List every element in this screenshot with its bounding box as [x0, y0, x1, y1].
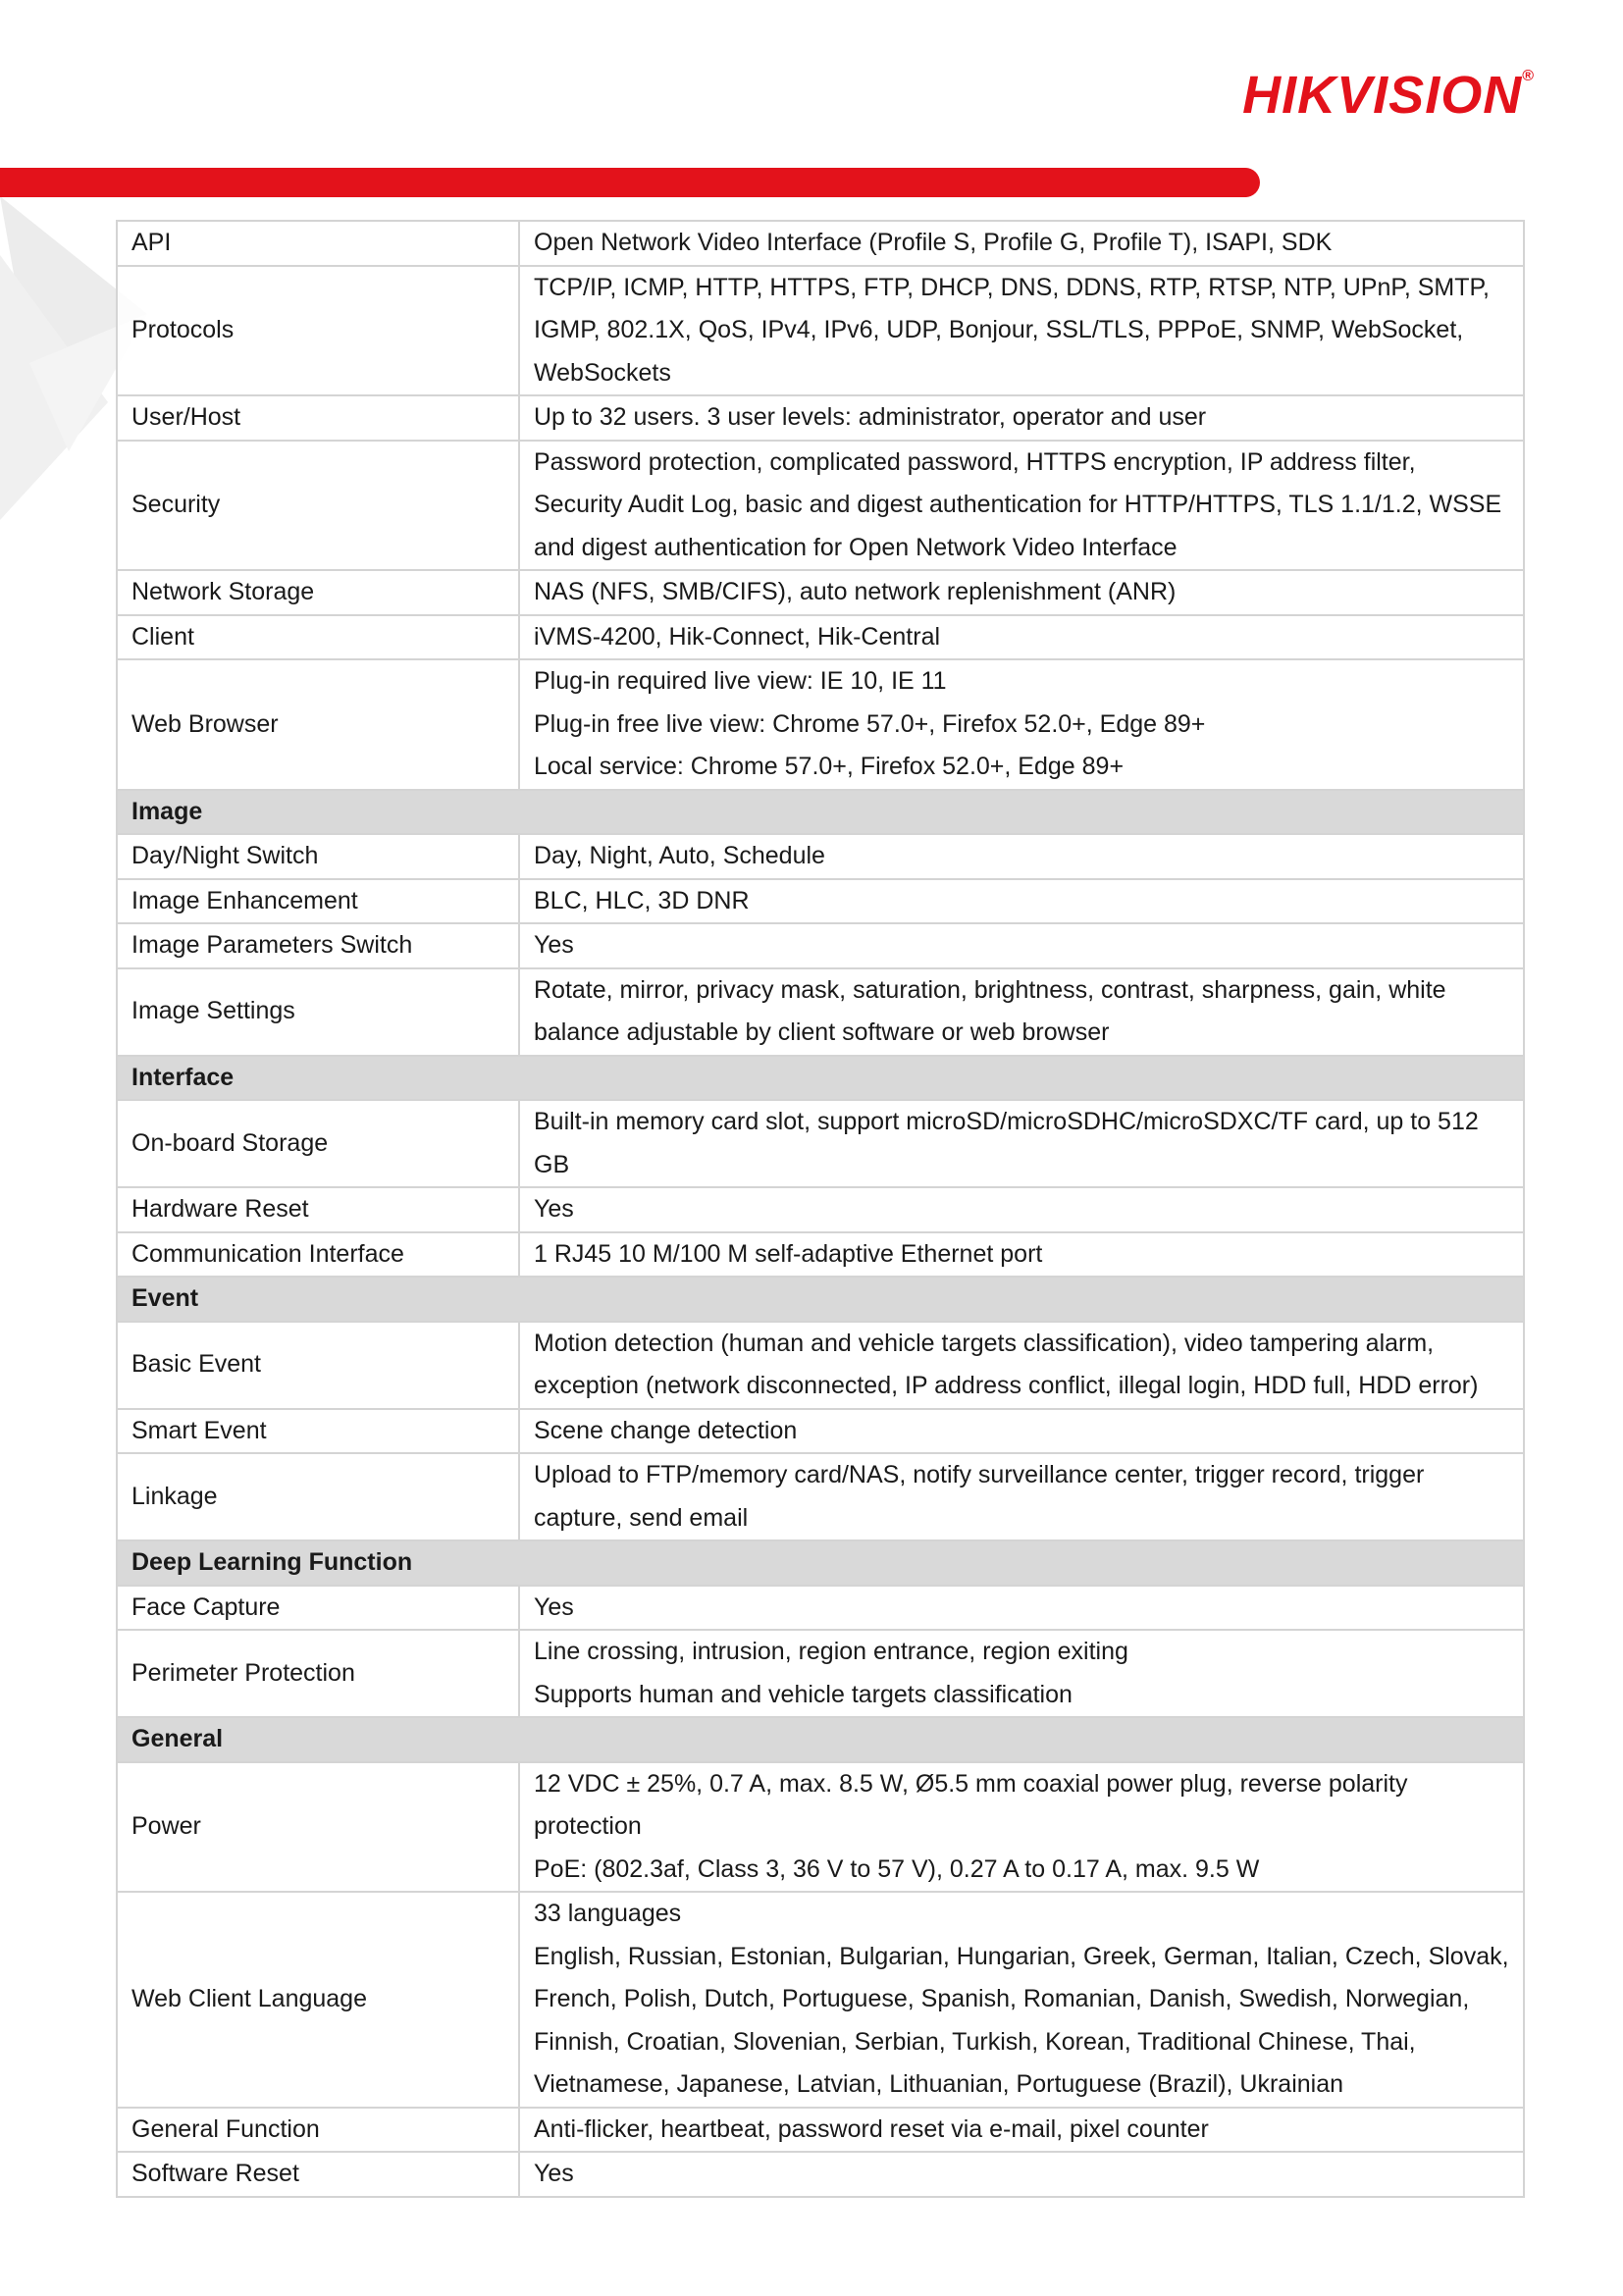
- spec-label: Communication Interface: [117, 1232, 519, 1278]
- spec-value-line: Plug-in free live view: Chrome 57.0+, Firefox 52.0+, Edge 89+: [534, 709, 1206, 738]
- spec-row: [117, 266, 1524, 396]
- spec-value: [519, 968, 1524, 1056]
- spec-value-line: exception (network disconnected, IP address conflict, illegal login, HDD full, HDD error): [534, 1372, 1479, 1399]
- spec-label: Face Capture: [117, 1586, 519, 1631]
- spec-value: [519, 395, 1524, 441]
- spec-value: [519, 1630, 1524, 1717]
- section-header-row: [117, 1540, 1524, 1586]
- spec-row: [117, 570, 1524, 615]
- spec-value-line: TCP/IP, ICMP, HTTP, HTTPS, FTP, DHCP, DNS, DDNS, RTP, RTSP, NTP, UPnP, SMTP,: [534, 273, 1490, 301]
- spec-label: API: [117, 221, 519, 266]
- spec-row: [117, 441, 1524, 571]
- header-red-bar: [0, 168, 1260, 197]
- spec-value: [519, 659, 1524, 790]
- spec-value-line: Built-in memory card slot, support microSD/microSDHC/microSDXC/TF card, up to 512: [534, 1108, 1479, 1135]
- spec-label: Image Parameters Switch: [117, 923, 519, 968]
- spec-value-line: capture, send email: [534, 1503, 749, 1532]
- spec-value-line: 33 languages: [534, 1900, 682, 1927]
- spec-value: [519, 2108, 1524, 2153]
- spec-value: [519, 1409, 1524, 1454]
- spec-row: [117, 1892, 1524, 2108]
- spec-value-line: IGMP, 802.1X, QoS, IPv4, IPv6, UDP, Bonjour, SSL/TLS, PPPoE, SNMP, WebSocket,: [534, 316, 1464, 343]
- spec-value-line: PoE: (802.3af, Class 3, 36 V to 57 V), 0.27 A to 0.17 A, max. 9.5 W: [534, 1854, 1260, 1883]
- spec-value: [519, 1762, 1524, 1893]
- spec-value-line: iVMS-4200, Hik-Connect, Hik-Central: [534, 622, 941, 651]
- spec-row: [117, 395, 1524, 441]
- spec-row: [117, 1630, 1524, 1717]
- spec-row: [117, 834, 1524, 879]
- section-title: Image: [117, 790, 1524, 835]
- spec-value: [519, 615, 1524, 660]
- spec-row: [117, 1232, 1524, 1278]
- section-title: Interface: [117, 1056, 1524, 1101]
- spec-value-line: Yes: [534, 1592, 574, 1621]
- spec-label: Software Reset: [117, 2152, 519, 2197]
- spec-value: [519, 266, 1524, 396]
- spec-label: Network Storage: [117, 570, 519, 615]
- spec-value: [519, 221, 1524, 266]
- spec-label: On-board Storage: [117, 1100, 519, 1187]
- spec-label: Image Settings: [117, 968, 519, 1056]
- spec-value-line: Up to 32 users. 3 user levels: administrator, operator and user: [534, 403, 1207, 431]
- spec-value: [519, 1100, 1524, 1187]
- spec-value: [519, 2152, 1524, 2197]
- spec-label: Day/Night Switch: [117, 834, 519, 879]
- spec-label: Hardware Reset: [117, 1187, 519, 1232]
- spec-row: [117, 2108, 1524, 2153]
- spec-label: Linkage: [117, 1453, 519, 1540]
- spec-value-line: Rotate, mirror, privacy mask, saturation, brightness, contrast, sharpness, gain, white: [534, 975, 1446, 1004]
- spec-value-line: Yes: [534, 1195, 574, 1223]
- spec-row: [117, 1762, 1524, 1893]
- logo-text: HIKVISION: [1242, 66, 1523, 125]
- spec-value-line: BLC, HLC, 3D DNR: [534, 886, 750, 914]
- spec-label: Image Enhancement: [117, 879, 519, 924]
- spec-value: [519, 1232, 1524, 1278]
- spec-label: Protocols: [117, 266, 519, 396]
- spec-label: User/Host: [117, 395, 519, 441]
- spec-value-line: Vietnamese, Japanese, Latvian, Lithuanian, Portuguese (Brazil), Ukrainian: [534, 2070, 1344, 2098]
- spec-value-line: Scene change detection: [534, 1416, 798, 1444]
- spec-value: [519, 923, 1524, 968]
- spec-value: [519, 1187, 1524, 1232]
- spec-value-line: Anti-flicker, heartbeat, password reset via e-mail, pixel counter: [534, 2114, 1209, 2143]
- spec-value-line: Supports human and vehicle targets classification: [534, 1680, 1073, 1708]
- spec-value: [519, 441, 1524, 571]
- registered-mark-icon: ®: [1522, 68, 1535, 84]
- spec-value-line: Plug-in required live view: IE 10, IE 11: [534, 667, 947, 695]
- spec-value-line: GB: [534, 1150, 570, 1178]
- spec-row: [117, 659, 1524, 790]
- spec-value: [519, 1453, 1524, 1540]
- spec-value-line: protection: [534, 1812, 642, 1840]
- section-title: Event: [117, 1277, 1524, 1322]
- spec-row: [117, 2152, 1524, 2197]
- section-title: General: [117, 1717, 1524, 1762]
- spec-value: [519, 1586, 1524, 1631]
- spec-label: Perimeter Protection: [117, 1630, 519, 1717]
- spec-label: General Function: [117, 2108, 519, 2153]
- spec-value-line: Line crossing, intrusion, region entrance, region exiting: [534, 1638, 1128, 1665]
- spec-row: [117, 221, 1524, 266]
- spec-value: [519, 834, 1524, 879]
- spec-value-line: French, Polish, Dutch, Portuguese, Spanish, Romanian, Danish, Swedish, Norwegian,: [534, 1985, 1470, 2012]
- spec-label: Power: [117, 1762, 519, 1893]
- spec-label: Web Client Language: [117, 1892, 519, 2108]
- spec-value-line: and digest authentication for Open Network Video Interface: [534, 533, 1178, 561]
- spec-value-line: Upload to FTP/memory card/NAS, notify surveillance center, trigger record, trigger: [534, 1461, 1425, 1488]
- spec-label: Security: [117, 441, 519, 571]
- spec-label: Basic Event: [117, 1322, 519, 1409]
- spec-value-line: Yes: [534, 2160, 574, 2187]
- spec-row: [117, 1100, 1524, 1187]
- section-header-row: [117, 1056, 1524, 1101]
- spec-value: [519, 1322, 1524, 1409]
- section-header-row: [117, 1277, 1524, 1322]
- spec-value-line: Finnish, Croatian, Slovenian, Serbian, Turkish, Korean, Traditional Chinese, Thai,: [534, 2027, 1416, 2056]
- spec-label: Smart Event: [117, 1409, 519, 1454]
- spec-value: [519, 1892, 1524, 2108]
- spec-value-line: Password protection, complicated password, HTTPS encryption, IP address filter,: [534, 447, 1416, 476]
- spec-value-line: 1 RJ45 10 M/100 M self-adaptive Ethernet port: [534, 1239, 1043, 1268]
- spec-row: [117, 615, 1524, 660]
- spec-row: [117, 1409, 1524, 1454]
- spec-value-line: Local service: Chrome 57.0+, Firefox 52.0+, Edge 89+: [534, 753, 1125, 780]
- spec-value-line: 12 VDC ± 25%, 0.7 A, max. 8.5 W, Ø5.5 mm coaxial power plug, reverse polarity: [534, 1769, 1408, 1798]
- spec-row: [117, 879, 1524, 924]
- spec-value-line: Yes: [534, 931, 574, 959]
- spec-table: [116, 220, 1525, 2198]
- spec-table-body: [117, 221, 1524, 2197]
- spec-value-line: Day, Night, Auto, Schedule: [534, 842, 825, 869]
- spec-value-line: Motion detection (human and vehicle targets classification), video tampering alarm,: [534, 1329, 1435, 1357]
- spec-row: [117, 923, 1524, 968]
- spec-value-line: WebSockets: [534, 358, 671, 387]
- spec-value: [519, 570, 1524, 615]
- spec-value-line: Security Audit Log, basic and digest authentication for HTTP/HTTPS, TLS 1.1/1.2, WSSE: [534, 491, 1502, 518]
- spec-value-line: English, Russian, Estonian, Bulgarian, Hungarian, Greek, German, Italian, Czech, Slovak,: [534, 1942, 1509, 1970]
- spec-value-line: Open Network Video Interface (Profile S, Profile G, Profile T), ISAPI, SDK: [534, 229, 1333, 256]
- spec-row: [117, 1453, 1524, 1540]
- spec-row: [117, 1586, 1524, 1631]
- spec-value-line: balance adjustable by client software or web browser: [534, 1018, 1110, 1046]
- spec-row: [117, 968, 1524, 1056]
- spec-value-line: NAS (NFS, SMB/CIFS), auto network replenishment (ANR): [534, 578, 1177, 605]
- section-header-row: [117, 1717, 1524, 1762]
- section-title: Deep Learning Function: [117, 1540, 1524, 1586]
- section-header-row: [117, 790, 1524, 835]
- spec-label: Web Browser: [117, 659, 519, 790]
- spec-row: [117, 1187, 1524, 1232]
- spec-row: [117, 1322, 1524, 1409]
- hikvision-logo: [1242, 66, 1535, 125]
- spec-label: Client: [117, 615, 519, 660]
- spec-value: [519, 879, 1524, 924]
